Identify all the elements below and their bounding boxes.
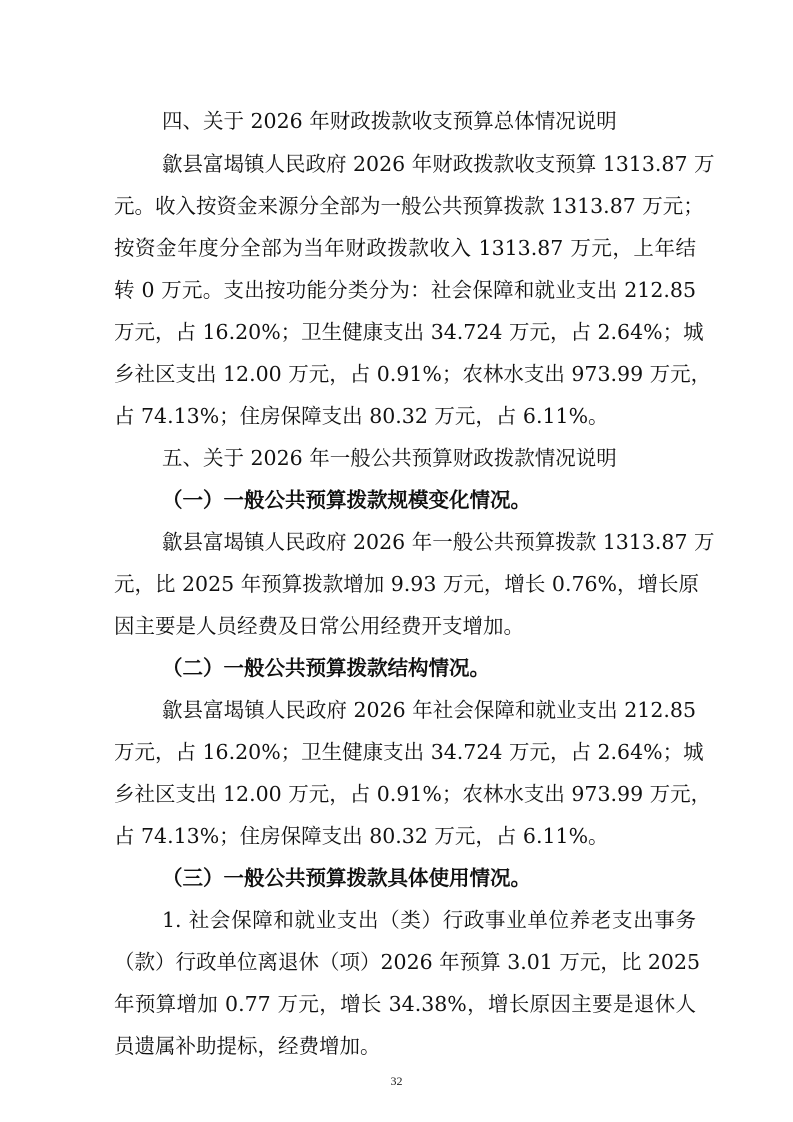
section-4-heading: 四、关于 2026 年财政拨款收支预算总体情况说明 (162, 109, 617, 133)
section-5-2-paragraph-line-2: 万元，占 16.20%；卫生健康支出 34.724 万元，占 2.64%；城 (114, 740, 704, 764)
section-4-paragraph-line-6: 乡社区支出 12.00 万元，占 0.91%；农林水支出 973.99 万元， (114, 362, 712, 386)
section-4-paragraph-line-7: 占 74.13%；住房保障支出 80.32 万元，占 6.11%。 (114, 404, 609, 428)
section-4-paragraph-line-3: 按资金年度分全部为当年财政拨款收入 1313.87 万元，上年结 (114, 236, 696, 260)
section-5-1-paragraph-line-1: 歙县富堨镇人民政府 2026 年一般公共预算拨款 1313.87 万 (162, 530, 715, 554)
section-4-paragraph-line-2: 元。收入按资金来源分全部为一般公共预算拨款 1313.87 万元； (114, 194, 704, 218)
section-5-1-paragraph-line-3: 因主要是人员经费及日常公用经费开支增加。 (114, 614, 524, 638)
section-5-3-heading: （三）一般公共预算拨款具体使用情况。 (162, 866, 531, 890)
section-4-paragraph-line-1: 歙县富堨镇人民政府 2026 年财政拨款收支预算 1313.87 万 (162, 152, 715, 176)
section-5-2-heading: （二）一般公共预算拨款结构情况。 (162, 656, 490, 680)
section-5-3-paragraph-line-3: 年预算增加 0.77 万元，增长 34.38%，增长原因主要是退休人 (114, 992, 696, 1016)
section-5-heading: 五、关于 2026 年一般公共预算财政拨款情况说明 (162, 446, 617, 470)
section-5-3-paragraph-line-1: 1. 社会保障和就业支出（类）行政事业单位养老支出事务 (162, 908, 696, 932)
section-5-2-paragraph-line-4: 占 74.13%；住房保障支出 80.32 万元，占 6.11%。 (114, 824, 609, 848)
page-number: 32 (390, 1074, 403, 1088)
section-5-2-paragraph-line-3: 乡社区支出 12.00 万元，占 0.91%；农林水支出 973.99 万元， (114, 782, 712, 806)
section-5-3-paragraph-line-2: （款）行政单位离退休（项）2026 年预算 3.01 万元，比 2025 (114, 950, 701, 974)
section-5-2-paragraph-line-1: 歙县富堨镇人民政府 2026 年社会保障和就业支出 212.85 (162, 698, 696, 722)
section-5-3-paragraph-line-4: 员遗属补助提标，经费增加。 (114, 1034, 381, 1058)
section-5-1-paragraph-line-2: 元，比 2025 年预算拨款增加 9.93 万元，增长 0.76%，增长原 (114, 572, 700, 596)
section-5-1-heading: （一）一般公共预算拨款规模变化情况。 (162, 488, 531, 512)
section-4-paragraph-line-4: 转 0 万元。支出按功能分类分为：社会保障和就业支出 212.85 (114, 278, 696, 302)
section-4-paragraph-line-5: 万元，占 16.20%；卫生健康支出 34.724 万元，占 2.64%；城 (114, 320, 704, 344)
